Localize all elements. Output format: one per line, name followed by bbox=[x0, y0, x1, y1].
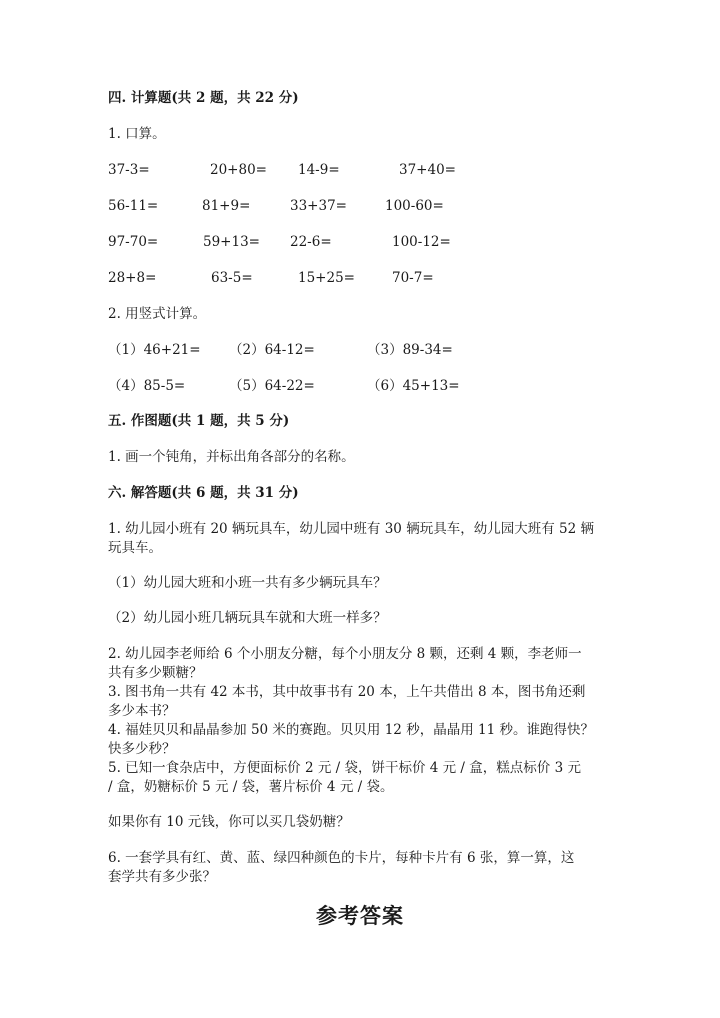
question-6-2-line2: 共有多少颗糖？ bbox=[108, 665, 203, 681]
oral-calc-item: 59+13= bbox=[203, 234, 260, 250]
question-6-1-sub1: （1）幼儿园大班和小班一共有多少辆玩具车？ bbox=[108, 575, 387, 591]
question-6-2-line1: 2. 幼儿园李老师给 6 个小朋友分糖，每个小朋友分 8 颗，还剩 4 颗，李老师一 bbox=[108, 646, 582, 662]
oral-calc-item: 28+8= bbox=[108, 270, 157, 286]
oral-calc-item: 37+40= bbox=[399, 162, 456, 178]
question-5-1: 1. 画一个钝角，并标出角各部分的名称。 bbox=[108, 449, 355, 465]
question-6-6-line2: 套学共有多少张？ bbox=[108, 869, 216, 885]
question-4-1-label: 1. 口算。 bbox=[108, 126, 166, 142]
question-6-5-sub: 如果你有 10 元钱，你可以买几袋奶糖？ bbox=[108, 814, 350, 830]
section-4-title: 四. 计算题(共 2 题，共 22 分) bbox=[108, 90, 299, 106]
section-6-title: 六. 解答题(共 6 题，共 31 分) bbox=[108, 485, 299, 501]
vertical-calc-item: （6）45+13= bbox=[367, 378, 460, 394]
question-6-1-sub2: （2）幼儿园小班几辆玩具车就和大班一样多？ bbox=[108, 610, 387, 626]
oral-calc-item: 14-9= bbox=[298, 162, 340, 178]
oral-calc-item: 15+25= bbox=[298, 270, 355, 286]
oral-calc-item: 63-5= bbox=[211, 270, 253, 286]
oral-calc-item: 81+9= bbox=[202, 198, 251, 214]
oral-calc-item: 37-3= bbox=[108, 162, 150, 178]
question-6-5-line2: / 盒，奶糖标价 5 元 / 袋，薯片标价 4 元 / 袋。 bbox=[108, 779, 394, 795]
oral-calc-item: 33+37= bbox=[290, 198, 347, 214]
question-6-1-line1: 1. 幼儿园小班有 20 辆玩具车，幼儿园中班有 30 辆玩具车，幼儿园大班有 52 辆 bbox=[108, 521, 594, 537]
vertical-calc-item: （1）46+21= bbox=[108, 342, 201, 358]
oral-calc-item: 56-11= bbox=[108, 198, 159, 214]
question-6-4-line2: 快多少秒？ bbox=[108, 741, 176, 757]
answers-title: 参考答案 bbox=[316, 903, 404, 928]
vertical-calc-item: （3）89-34= bbox=[367, 342, 453, 358]
vertical-calc-item: （4）85-5= bbox=[108, 378, 186, 394]
section-5-title: 五. 作图题(共 1 题，共 5 分) bbox=[108, 413, 290, 429]
question-6-1-line2: 玩具车。 bbox=[108, 540, 162, 556]
oral-calc-item: 70-7= bbox=[392, 270, 434, 286]
question-6-6-line1: 6. 一套学具有红、黄、蓝、绿四种颜色的卡片，每种卡片有 6 张，算一算，这 bbox=[108, 850, 575, 866]
question-6-4-line1: 4. 福娃贝贝和晶晶参加 50 米的赛跑。贝贝用 12 秒，晶晶用 11 秒。谁跑得快？ bbox=[108, 722, 594, 738]
oral-calc-item: 97-70= bbox=[108, 234, 159, 250]
question-6-5-line1: 5. 已知一食杂店中，方便面标价 2 元 / 袋，饼干标价 4 元 / 盒，糕点标价 3 元 bbox=[108, 760, 581, 776]
question-4-2-label: 2. 用竖式计算。 bbox=[108, 306, 207, 322]
oral-calc-item: 22-6= bbox=[290, 234, 332, 250]
oral-calc-item: 20+80= bbox=[210, 162, 267, 178]
oral-calc-item: 100-12= bbox=[392, 234, 451, 250]
oral-calc-item: 100-60= bbox=[385, 198, 444, 214]
question-6-3-line1: 3. 图书角一共有 42 本书，其中故事书有 20 本，上午共借出 8 本，图书角还剩 bbox=[108, 684, 586, 700]
vertical-calc-item: （5）64-22= bbox=[229, 378, 315, 394]
vertical-calc-item: （2）64-12= bbox=[229, 342, 315, 358]
question-6-3-line2: 多少本书？ bbox=[108, 703, 176, 719]
